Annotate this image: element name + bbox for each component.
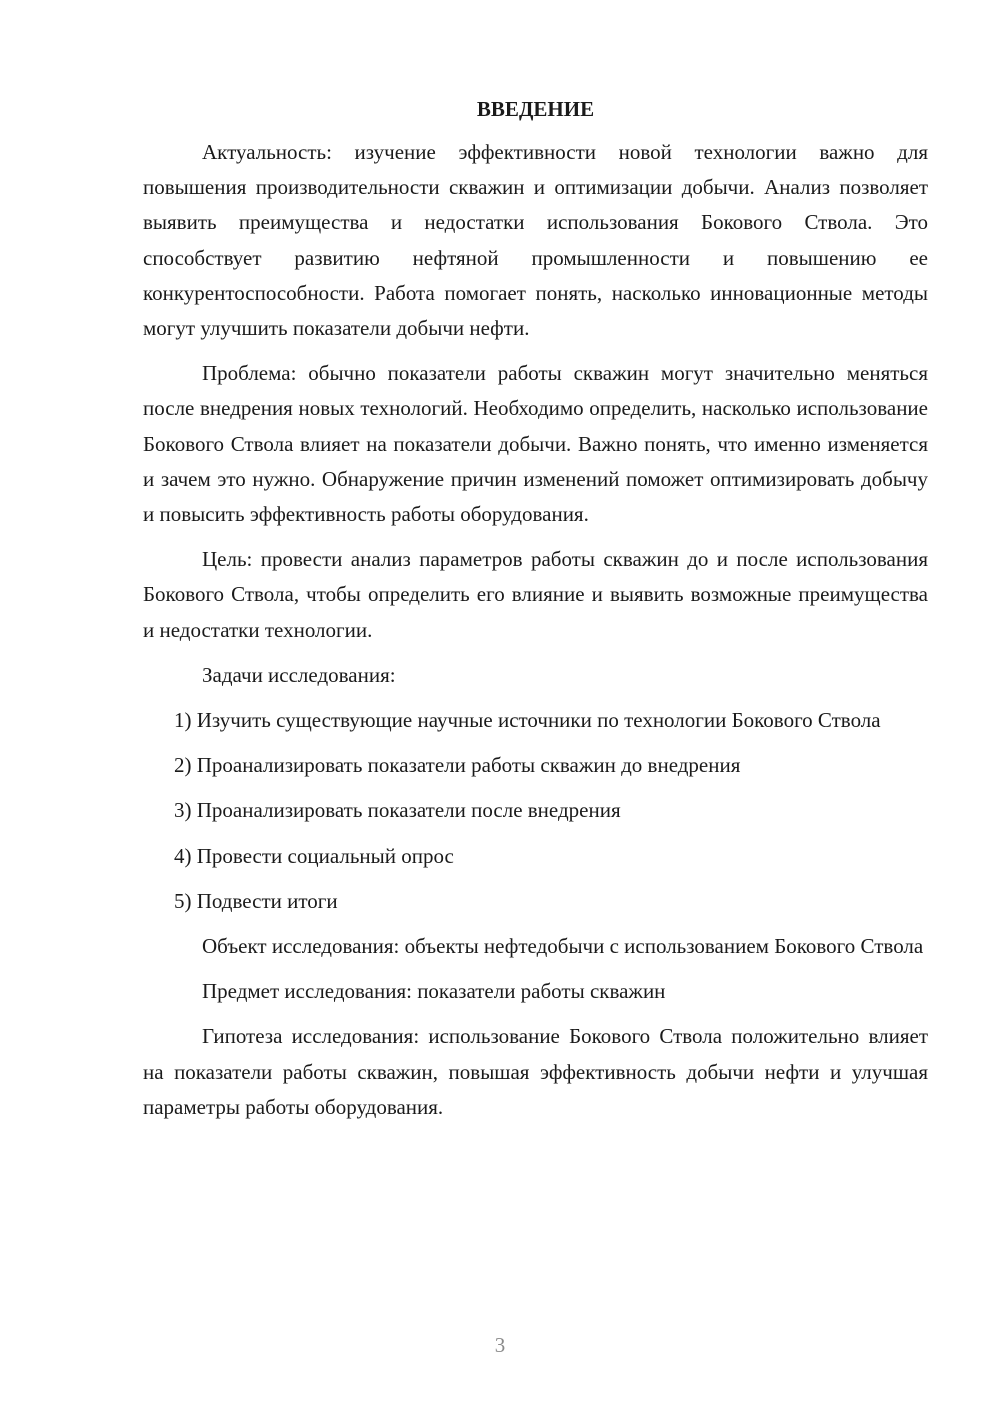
object-paragraph: Объект исследования: объекты нефтедобычи с использованием Бокового Ствола xyxy=(202,934,924,959)
document-title: ВВЕДЕНИЕ xyxy=(476,97,595,121)
task-item-1: 1) Изучить существующие научные источники по технологии Бокового Ствола xyxy=(174,708,881,733)
goal-paragraph: Цель: провести анализ параметров работы скважин до и после использования Бокового Ствола, чтобы определить его влияние и выявить возможные преимущества и недостатки технологии. xyxy=(143,547,928,642)
task-item-4: 4) Провести социальный опрос xyxy=(174,843,454,868)
document-page xyxy=(143,92,928,1135)
task-item-2: 2) Проанализировать показатели работы скважин до внедрения xyxy=(174,753,741,778)
hypothesis-paragraph: Гипотеза исследования: использование Бокового Ствола положительно влияет на показатели работы скважин, повышая эффективность добычи нефти и улучшая параметры работы оборудования. xyxy=(143,1024,928,1119)
subject-paragraph: Предмет исследования: показатели работы скважин xyxy=(202,979,666,1004)
problem-paragraph: Проблема: обычно показатели работы скважин могут значительно меняться после внедрения новых технологий. Необходимо определить, насколько использование Бокового Ствола влияет на показатели добычи. Важно понять, что именно изменяется и зачем это нужно. Обнаружение причин изменений поможет оптимизировать добычу и повысить эффективность работы оборудования. xyxy=(143,361,928,527)
page-number: 3 xyxy=(494,1333,506,1357)
task-item-5: 5) Подвести итоги xyxy=(174,888,338,913)
tasks-heading: Задачи исследования: xyxy=(202,662,396,687)
task-item-3: 3) Проанализировать показатели после внедрения xyxy=(174,798,621,823)
relevance-paragraph: Актуальность: изучение эффективности новой технологии важно для повышения производительности скважин и оптимизации добычи. Анализ позволяет выявить преимущества и недостатки использования Бокового Ствола. Это способствует развитию нефтяной промышленности и повышению ее конкурентоспособности. Работа помогает понять, насколько инновационные методы могут улучшить показатели добычи нефти. xyxy=(143,140,928,341)
